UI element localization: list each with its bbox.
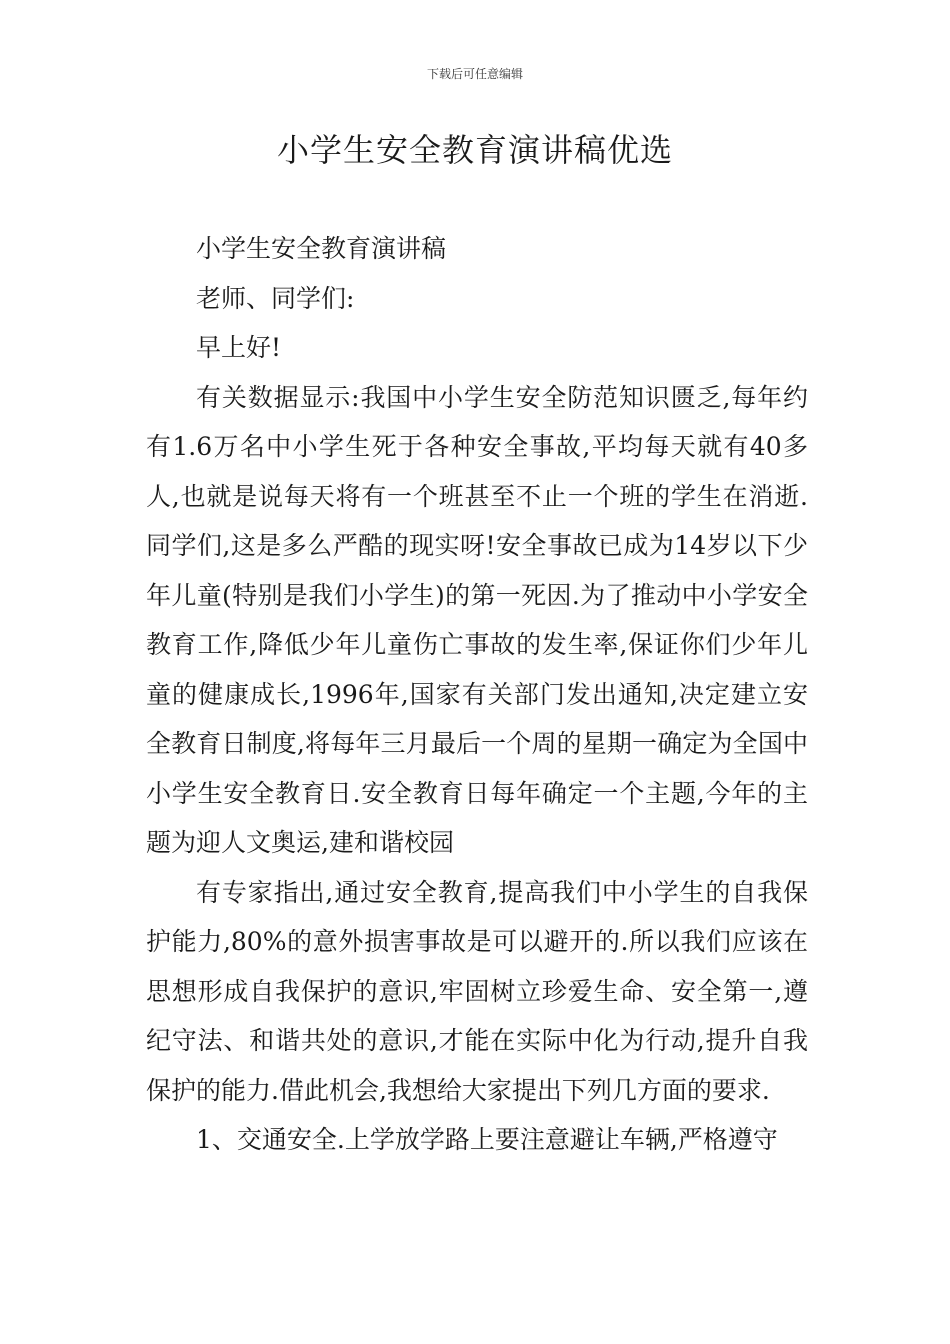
document-body — [146, 224, 808, 1165]
paragraph-salutation: 老师、同学们: — [196, 283, 355, 313]
document-title: 小学生安全教育演讲稿优选 — [276, 131, 673, 169]
page-header-note: 下载后可任意编辑 — [426, 67, 523, 81]
paragraph-subtitle: 小学生安全教育演讲稿 — [196, 234, 447, 263]
paragraph-traffic-safety: 1、交通安全.上学放学路上要注意避让车辆,严格遵守 — [196, 1125, 778, 1154]
paragraph-statistics: 有关数据显示:我国中小学生安全防范知识匮乏,每年约有1.6万名中小学生死于各种安全事故,平均每天就有40多人,也就是说每天将有一个班甚至不止一个班的学生在消逝.同学们,这是多么严酷的现实呀!安全事故已成为14岁以下少年儿童(特别是我们小学生)的第一死因.为了推动中小学安全教育工作,降低少年儿童伤亡事故的发生率,保证你们少年儿童的健康成长,1996年,国家有关部门发出通知,决定建立安全教育日制度,将每年三月最后一个周的星期一确定为全国中小学生安全教育日.安全教育日每年确定一个主题,今年的主题为迎人文奥运,建和谐校园 — [146, 382, 808, 857]
paragraph-expert-advice: 有专家指出,通过安全教育,提高我们中小学生的自我保护能力,80%的意外损害事故是可以避开的.所以我们应该在思想形成自我保护的意识,牢固树立珍爱生命、安全第一,遵纪守法、和谐共处的意识,才能在实际中化为行动,提升自我保护的能力.借此机会,我想给大家提出下列几方面的要求. — [146, 877, 808, 1105]
paragraph-greeting: 早上好! — [196, 333, 282, 362]
